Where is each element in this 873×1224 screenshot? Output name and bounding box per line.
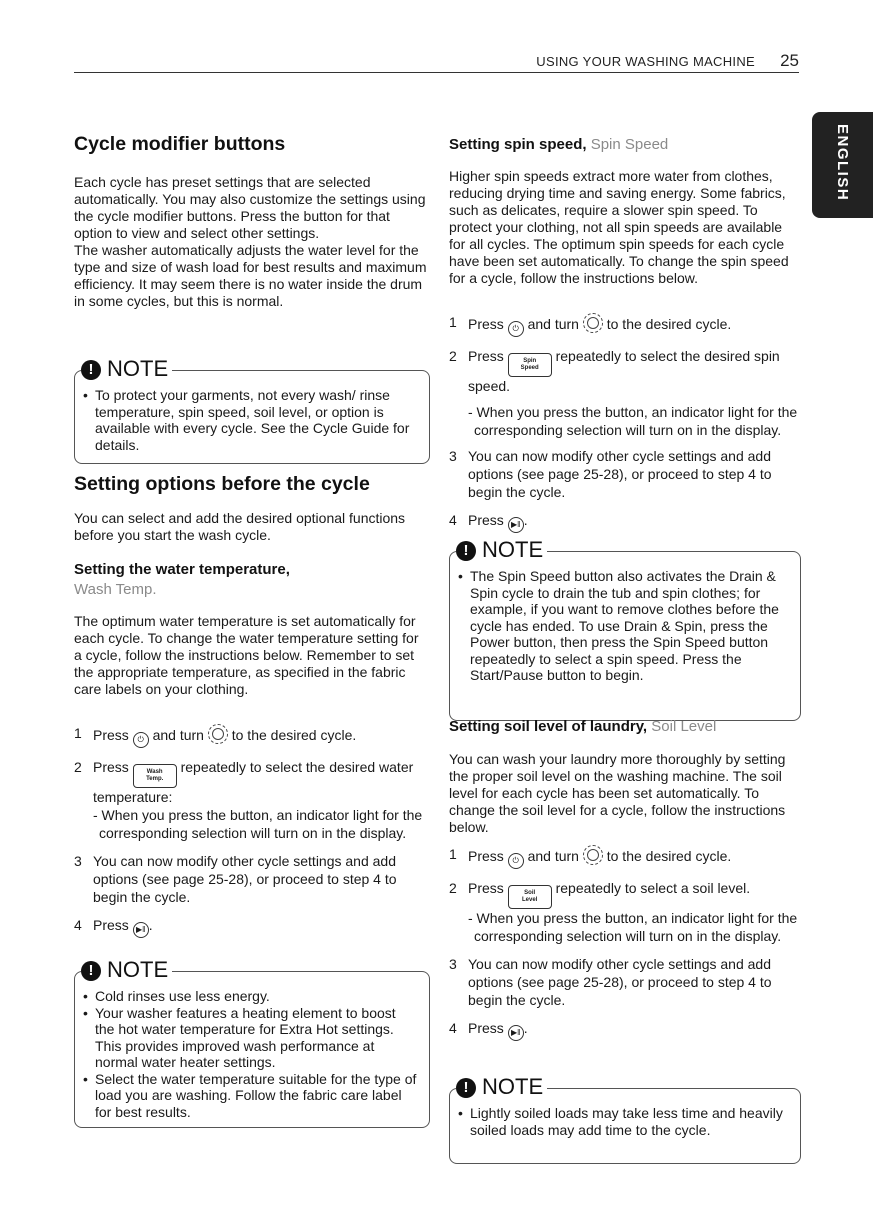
note-item: • Lightly soiled loads may take less time and heavily soiled loads may add time to the cycle. — [458, 1105, 790, 1138]
spin-speed-title: Setting spin speed, Spin Speed — [449, 136, 669, 153]
header-section-title: USING YOUR WASHING MACHINE — [536, 54, 755, 69]
step-2: 2 Press Wash Temp. repeatedly to select the desired water temperature: - When you press the button, an indicator light for the corresponding selection will turn on in the display. — [74, 758, 430, 842]
cycle-modifier-para1: Each cycle has preset settings that are selected automatically. You may also customize the settings using the cycle modifier buttons. Press the button for that option to view and select other settings. — [74, 174, 426, 241]
note-label: NOTE — [482, 537, 544, 562]
note-alert-icon: ! — [81, 360, 101, 380]
cycle-modifier-title: Cycle modifier buttons — [74, 133, 286, 155]
water-temp-title: Setting the water temperature, Wash Temp. — [74, 561, 290, 598]
note-box-soil — [449, 1074, 801, 1164]
language-tab — [812, 112, 873, 218]
start-pause-icon: ▶‖ — [133, 922, 149, 938]
step-1: 1 Press ⏻ and turn to the desired cycle. — [449, 313, 801, 337]
cycle-dial-icon — [583, 845, 603, 865]
note-item: • Cold rinses use less energy. — [83, 988, 419, 1005]
spin-speed-steps — [449, 313, 801, 533]
header-rule — [74, 72, 799, 73]
step-2: 2 Press Soil Level repeatedly to select a soil level. - When you press the button, an indicator light for the corresponding selection will turn on in the display. — [449, 879, 801, 945]
step-1: 1 Press ⏻ and turn to the desired cycle. — [74, 724, 430, 748]
step-1: 1 Press ⏻ and turn to the desired cycle. — [449, 845, 801, 869]
note-label: NOTE — [107, 957, 169, 982]
step-2-sub: - When you press the button, an indicator light for the corresponding selection will turn on in the display. — [468, 910, 798, 944]
soil-level-para: You can wash your laundry more thoroughly by setting the proper soil level on the washing machine. The soil level for each cycle has been set automatically. To change the soil level for a cycle, follow the instructions below. — [449, 751, 786, 835]
soil-level-accent: Soil Level — [651, 718, 717, 735]
note-item: • Your washer features a heating element to boost the hot water temperature for Extra Hot settings. This provides improved wash performance at normal water heater settings. — [83, 1005, 419, 1071]
step-3: 3 You can now modify other cycle settings and add options (see page 25-28), or proceed to step 4 to begin the cycle. — [74, 853, 397, 905]
start-pause-icon: ▶‖ — [508, 517, 524, 533]
power-icon: ⏻ — [508, 321, 524, 337]
note-label: NOTE — [107, 356, 169, 381]
step-4: 4 Press ▶‖ . — [74, 916, 430, 938]
step-3: 3 You can now modify other cycle settings and add options (see page 25-28), or proceed to step 4 to begin the cycle. — [449, 956, 772, 1008]
note-item: • To protect your garments, not every wash/ rinse temperature, spin speed, soil level, or option is available with every cycle. See the Cycle Guide for details. — [83, 387, 419, 453]
soil-level-button-icon: Soil Level — [508, 885, 552, 909]
power-icon: ⏻ — [508, 853, 524, 869]
step-4: 4 Press ▶‖ . — [449, 511, 801, 533]
cycle-dial-icon — [208, 724, 228, 744]
step-3: 3 You can now modify other cycle settings and add options (see page 25-28), or proceed to step 4 to begin the cycle. — [449, 448, 772, 500]
note-item: • Select the water temperature suitable for the type of load you are washing. Follow the fabric care label for best results. — [83, 1071, 419, 1121]
language-tab-label: ENGLISH — [834, 124, 851, 202]
note-alert-icon: ! — [456, 1078, 476, 1098]
soil-level-steps — [449, 845, 801, 1041]
wash-temp-button-icon: Wash Temp. — [133, 764, 177, 788]
spin-speed-para: Higher spin speeds extract more water from clothes, reducing drying time and saving energy. Some fabrics, such as delicates, require a slower spin speed. To protect your clothing, not all spin speeds are available for all cycles. The optimum spin speeds for each cycle have been set automatically. To change the spin speed for a cycle, follow the instructions below. — [449, 168, 789, 286]
note-item: • The Spin Speed button also activates the Drain & Spin cycle to drain the tub and spin clothes; for example, if you want to remove clothes before the cycle has ended. To use Drain & Spin, press the Power button, then press the Spin Speed button repeatedly to select a spin speed. Press the Start/Pause button to begin. — [458, 568, 790, 684]
page-number: 25 — [780, 51, 799, 70]
note-box-protect — [74, 356, 430, 464]
options-before-title: Setting options before the cycle — [74, 473, 370, 495]
step-2-sub: - When you press the button, an indicator light for the corresponding selection will turn on in the display. — [93, 807, 423, 841]
cycle-modifier-para2: The washer automatically adjusts the water level for the type and size of wash load for best results and maximum efficiency. It may seem there is no water inside the drum in some cycles, but this is normal. — [74, 242, 427, 309]
water-temp-para: The optimum water temperature is set automatically for each cycle. To change the water temperature setting for a cycle, follow the instructions below. Remember to set the appropriate temperature, as specified in the fabric care labels on your clothing. — [74, 613, 419, 697]
start-pause-icon: ▶‖ — [508, 1025, 524, 1041]
note-box-temperature — [74, 957, 430, 1128]
options-before-para: You can select and add the desired optional functions before you start the wash cycle. — [74, 510, 406, 543]
step-2-sub: - When you press the button, an indicator light for the corresponding selection will turn on in the display. — [468, 404, 798, 438]
note-alert-icon: ! — [81, 961, 101, 981]
step-4: 4 Press ▶‖ . — [449, 1019, 801, 1041]
step-2: 2 Press Spin Speed repeatedly to select the desired spin speed. - When you press the button, an indicator light for the corresponding selection will turn on in the display. — [449, 347, 801, 439]
note-box-spin — [449, 537, 801, 721]
note-alert-icon: ! — [456, 541, 476, 561]
cycle-dial-icon — [583, 313, 603, 333]
soil-level-title: Setting soil level of laundry, Soil Level — [449, 718, 717, 735]
note-label: NOTE — [482, 1074, 544, 1099]
spin-speed-button-icon: Spin Speed — [508, 353, 552, 377]
power-icon: ⏻ — [133, 732, 149, 748]
spin-speed-accent: Spin Speed — [590, 136, 669, 153]
water-temp-steps — [74, 724, 430, 938]
water-temp-accent: Wash Temp. — [74, 580, 157, 598]
